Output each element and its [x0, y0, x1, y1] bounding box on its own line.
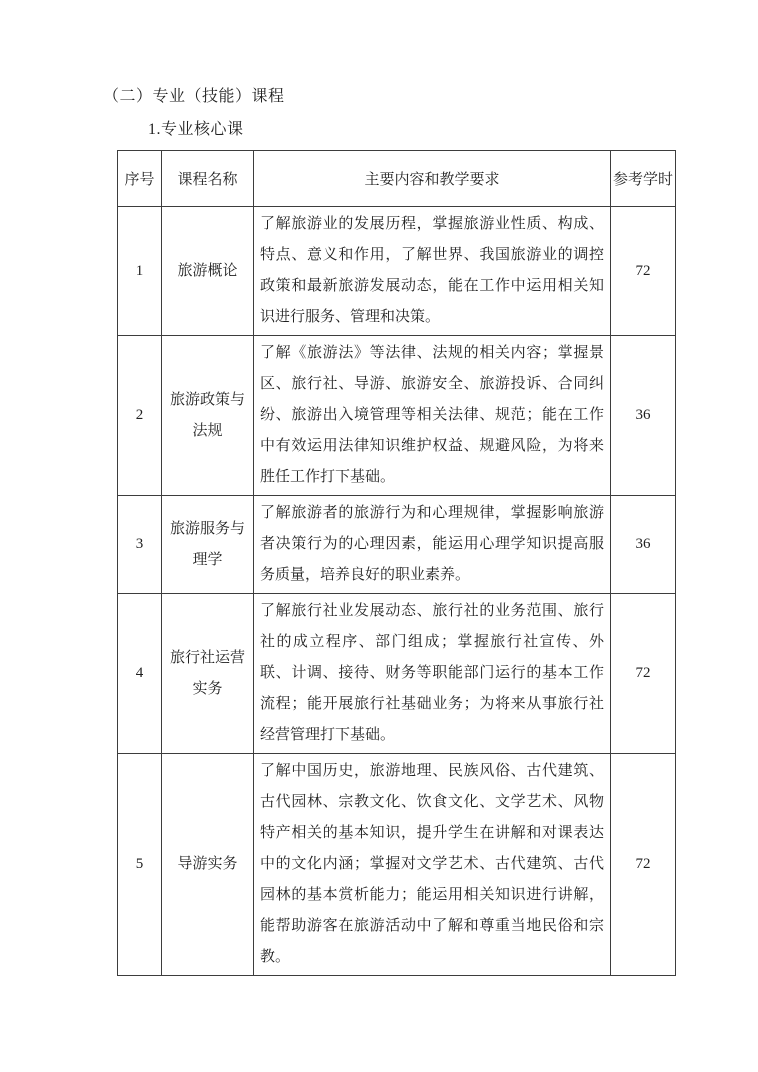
course-name: 旅行社运营实务 — [162, 594, 254, 754]
course-name: 导游实务 — [162, 754, 254, 976]
course-content: 了解旅行社业发展动态、旅行社的业务范围、旅行社的成立程序、部门组成；掌握旅行社宣传、外联、计调、接待、财务等职能部门运行的基本工作流程；能开展旅行社基础业务；为将来从事旅行社经营管理打下基础。 — [254, 594, 611, 754]
table-row — [118, 336, 676, 496]
table-row — [118, 594, 676, 754]
course-content: 了解中国历史，旅游地理、民族风俗、古代建筑、古代园林、宗教文化、饮食文化、文学艺术、风物特产相关的基本知识，提升学生在讲解和对课表达中的文化内涵；掌握对文学艺术、古代建筑、古代园林的基本赏析能力；能运用相关知识进行讲解，能帮助游客在旅游活动中了解和尊重当地民俗和宗教。 — [254, 754, 611, 976]
course-hours: 36 — [611, 496, 676, 594]
header-cell-id: 序号 — [118, 151, 162, 207]
section-heading: （二）专业（技能）课程 — [103, 88, 285, 105]
header-cell-content: 主要内容和教学要求 — [254, 151, 611, 207]
course-name: 旅游政策与法规 — [162, 336, 254, 496]
core-course-table — [117, 150, 676, 976]
header-cell-hours: 参考学时 — [611, 151, 676, 207]
course-hours: 36 — [611, 336, 676, 496]
table-header-row — [118, 151, 676, 207]
course-content: 了解旅游者的旅游行为和心理规律，掌握影响旅游者决策行为的心理因素，能运用心理学知识提高服务质量，培养良好的职业素养。 — [254, 496, 611, 594]
header-cell-name: 课程名称 — [162, 151, 254, 207]
course-hours: 72 — [611, 754, 676, 976]
course-name: 旅游概论 — [162, 207, 254, 336]
course-content: 了解《旅游法》等法律、法规的相关内容；掌握景区、旅行社、导游、旅游安全、旅游投诉、合同纠纷、旅游出入境管理等相关法律、规范；能在工作中有效运用法律知识维护权益、规避风险，为将来胜任工作打下基础。 — [254, 336, 611, 496]
course-hours: 72 — [611, 207, 676, 336]
subsection-heading: 1.专业核心课 — [148, 121, 244, 138]
row-number: 5 — [118, 754, 162, 976]
course-content: 了解旅游业的发展历程，掌握旅游业性质、构成、特点、意义和作用，了解世界、我国旅游业的调控政策和最新旅游发展动态，能在工作中运用相关知识进行服务、管理和决策。 — [254, 207, 611, 336]
table-row — [118, 754, 676, 976]
row-number: 3 — [118, 496, 162, 594]
row-number: 4 — [118, 594, 162, 754]
course-hours: 72 — [611, 594, 676, 754]
row-number: 1 — [118, 207, 162, 336]
row-number: 2 — [118, 336, 162, 496]
table-row — [118, 496, 676, 594]
table-row — [118, 207, 676, 336]
course-name: 旅游服务与理学 — [162, 496, 254, 594]
